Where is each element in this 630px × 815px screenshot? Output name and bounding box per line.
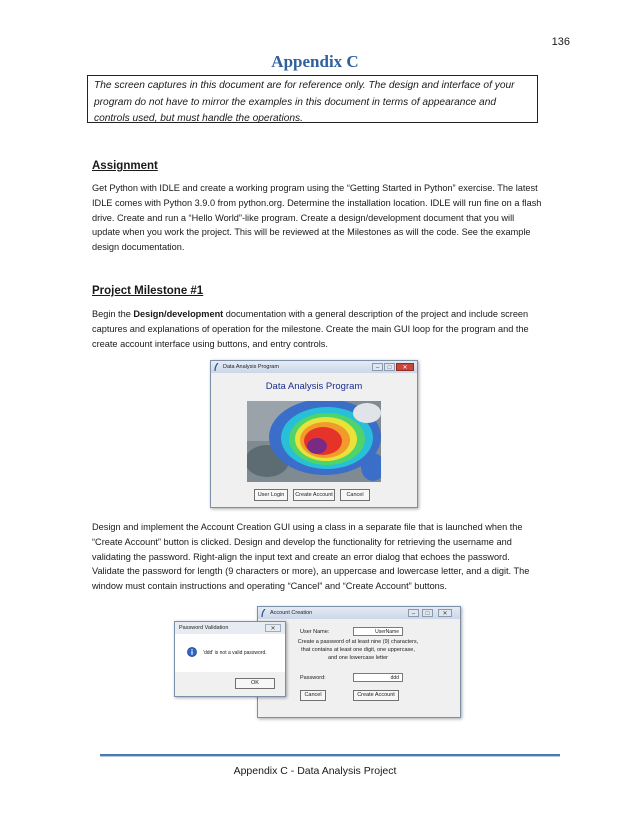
main-window-titlebar [211, 361, 417, 373]
validation-body [175, 634, 285, 696]
milestone-paragraph: Design and implement the Account Creation GUI using a class in a separate file that is launched when the “Create Account” button is clicked. Design and develop the functionality for retrieving the username and validating the password. Right-align the input text and create an error dialog that echoes the password. Validate the password for length (9 characters or more), an uppercase and lowercase letter, and a digit. The window must contain instructions and operating “Cancel” and “Create Account” buttons. [92, 522, 530, 592]
maximize-button[interactable]: □ [384, 363, 395, 371]
intro-prefix: Begin the [92, 309, 134, 319]
username-label: User Name: [300, 629, 330, 635]
feather-icon [214, 363, 219, 371]
username-input[interactable]: UserName [353, 627, 403, 636]
validation-titlebar [175, 622, 285, 634]
main-window [210, 360, 418, 508]
close-button[interactable]: ✕ [438, 609, 452, 617]
assignment-paragraph: Get Python with IDLE and create a working program using the “Getting Started in Python” exercise. The latest IDLE comes with Python 3.9.0 from python.org. Determine the installation location. IDLE will run fine on a flash drive. Create and run a “Hello World”-like program. Create a design/development document that you will update when you work the project. This will be reviewed at the Milestones as will the code. See the example design documentation. [92, 183, 542, 253]
close-button[interactable]: ✕ [396, 363, 414, 371]
account-cancel-button[interactable]: Cancel [300, 690, 326, 701]
main-heading: Data Analysis Program [265, 381, 363, 392]
account-window-title: Account Creation [270, 610, 313, 616]
validation-dialog [174, 621, 286, 697]
page-footer: Appendix C - Data Analysis Project [233, 765, 397, 777]
password-input[interactable]: ddd [353, 673, 403, 682]
main-window-body [211, 373, 417, 507]
milestone-heading: Project Milestone #1 [92, 285, 204, 297]
validation-message: 'ddd' is not a valid password. [203, 650, 267, 656]
create-account-button[interactable]: Create Account [293, 489, 335, 501]
notice-box: The screen captures in this document are for reference only. The design and interface of your program do not have to mirror the examples in this document in terms of appearance and controls used, but must handle the operations. [87, 75, 538, 123]
validation-title: Password Validation [179, 625, 229, 631]
cancel-button[interactable]: Cancel [340, 489, 370, 501]
page-title: Appendix C [271, 52, 359, 71]
info-icon [187, 647, 197, 657]
hurricane-image [247, 401, 381, 482]
user-login-button[interactable]: User Login [254, 489, 288, 501]
minimize-button[interactable]: – [408, 609, 419, 617]
milestone-intro [92, 307, 542, 351]
footer-rule-secondary [100, 756, 560, 757]
assignment-heading: Assignment [92, 160, 158, 172]
intro-suffix: documentation with a general description of the project and include screen captures and explanations of operation for the milestone. Create the main GUI loop for the program and the create account interface using buttons, and entry controls. [92, 309, 529, 349]
password-label: Password: [300, 675, 326, 681]
intro-bold: Design/development [133, 309, 224, 319]
ok-button[interactable]: OK [235, 678, 275, 689]
instructions-line-1: Create a password of at least nine (9) characters, [297, 639, 419, 645]
close-button[interactable]: ✕ [265, 624, 281, 632]
account-window [257, 606, 461, 718]
instructions-line-3: and one lowercase letter [328, 655, 388, 661]
account-create-button[interactable]: Create Account [353, 690, 399, 701]
main-window-title: Data Analysis Program [223, 364, 279, 370]
account-window-body [258, 619, 460, 717]
page-number: 136 [551, 36, 570, 48]
minimize-button[interactable]: – [372, 363, 383, 371]
feather-icon [261, 609, 266, 617]
maximize-button[interactable]: □ [422, 609, 433, 617]
instructions-line-2: that contains at least one digit, one uppercase, [301, 647, 415, 653]
account-window-titlebar [258, 607, 460, 619]
